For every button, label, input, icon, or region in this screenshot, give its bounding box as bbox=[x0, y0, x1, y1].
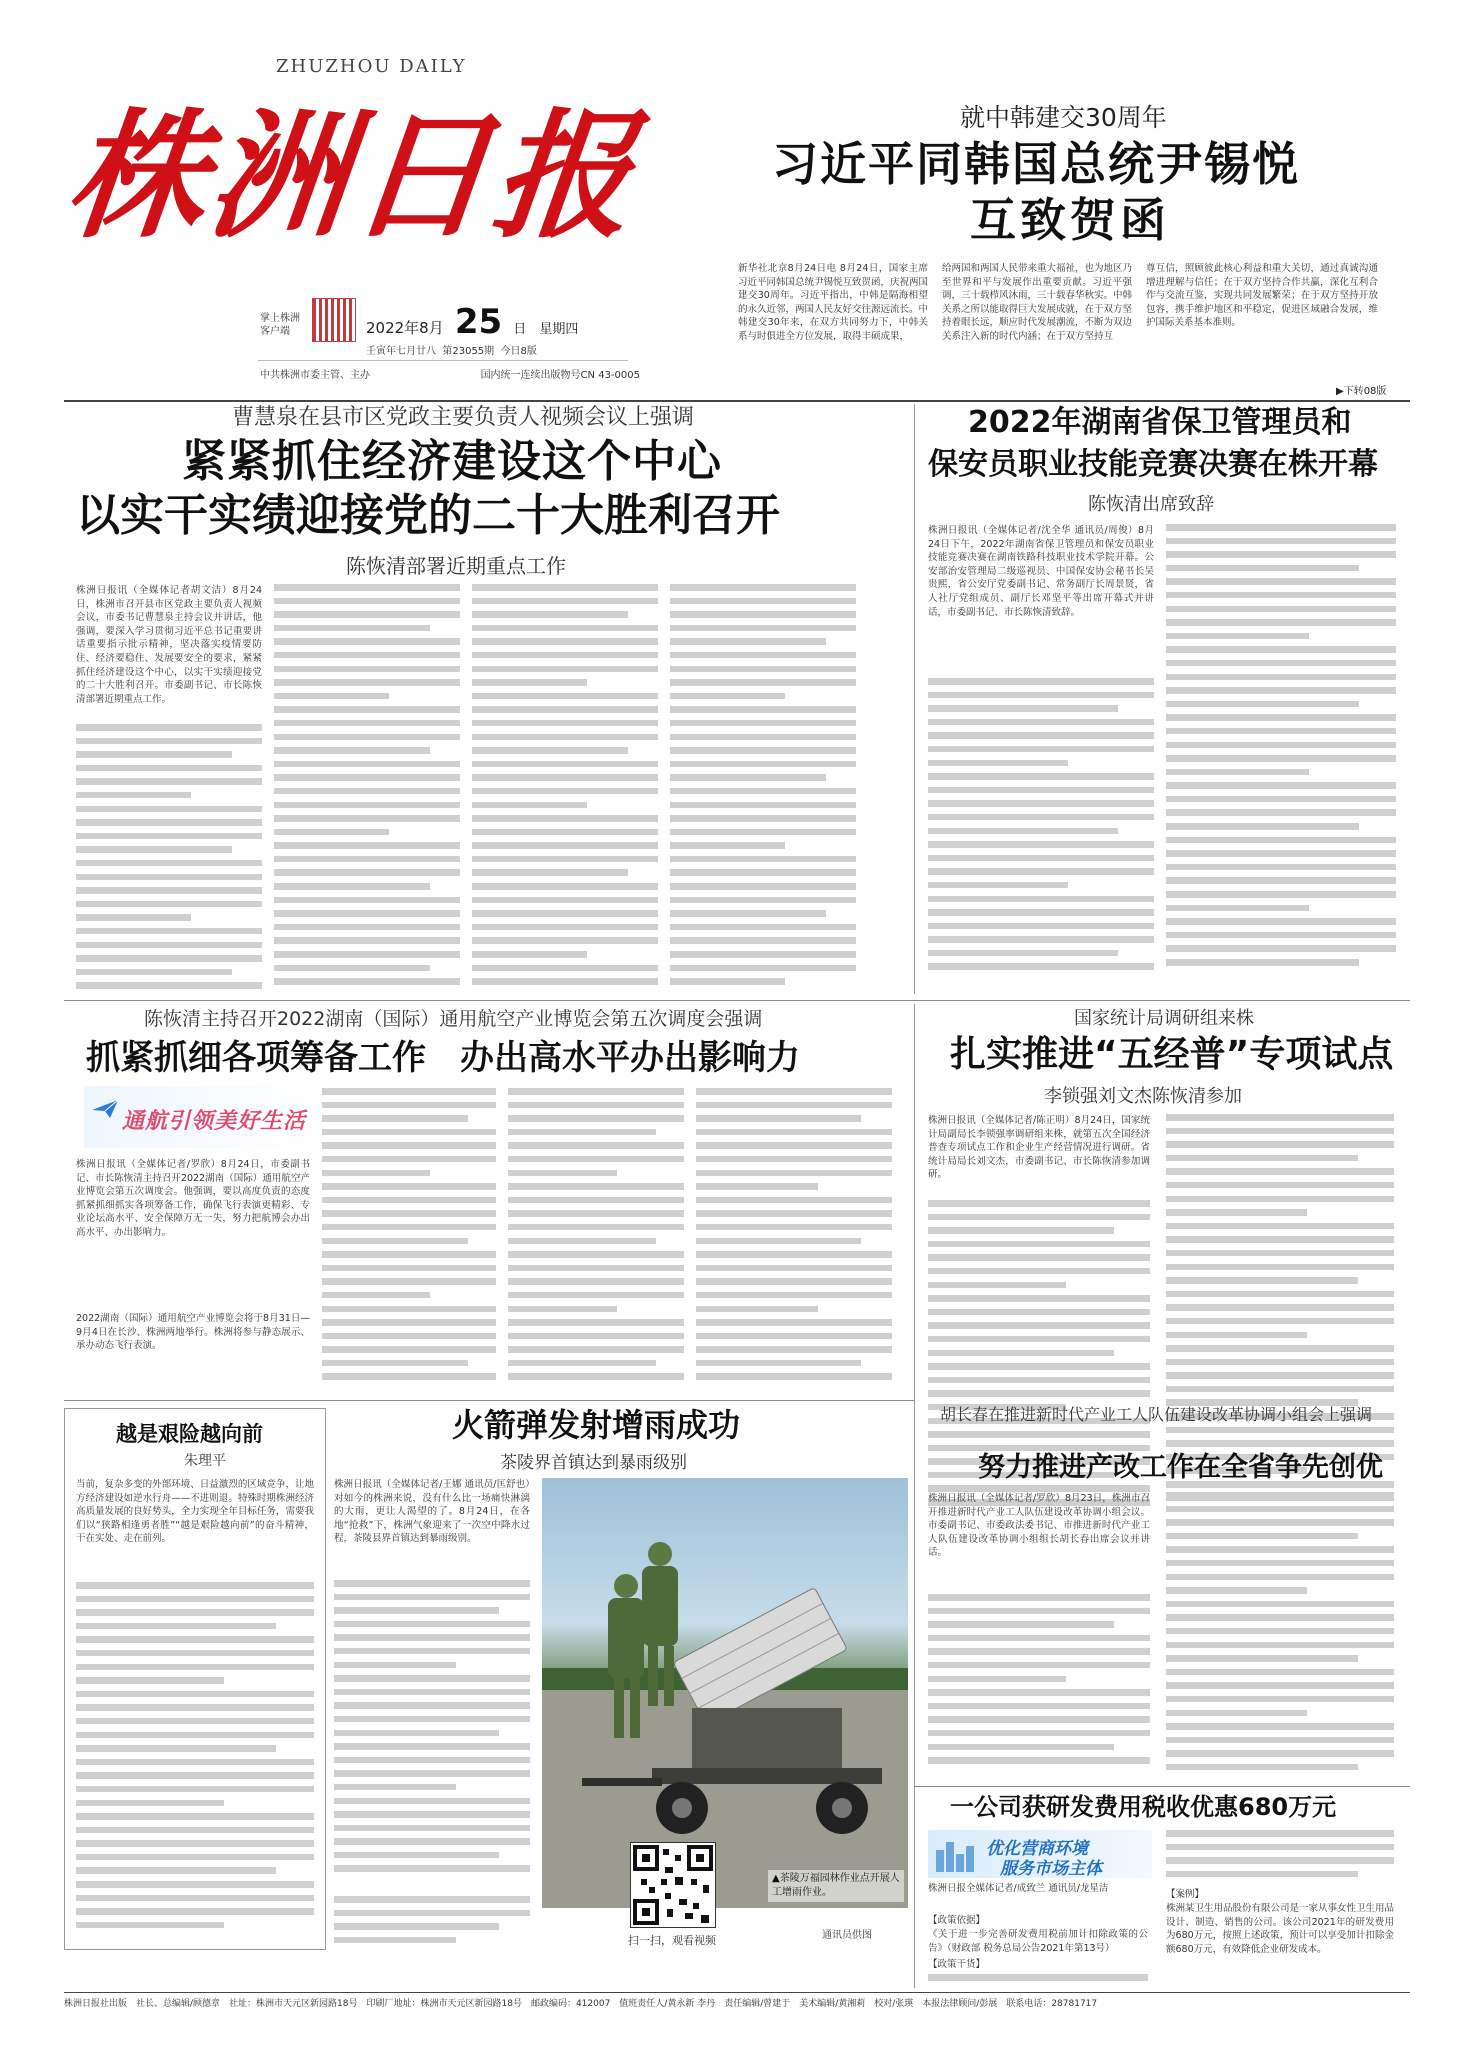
sponsor-line bbox=[260, 366, 640, 381]
date-prefix: 2022年8月 bbox=[366, 319, 444, 337]
lead-headline-2: 互致贺函 bbox=[970, 193, 1170, 247]
video-qr-code[interactable] bbox=[630, 1842, 716, 1928]
page-count: 今日8版 bbox=[500, 346, 537, 357]
issue-line bbox=[366, 342, 537, 357]
plane-icon bbox=[90, 1096, 120, 1122]
story4-kicker: 陈恢清主持召开2022湖南（国际）通用航空产业博览会第五次调度会强调 bbox=[144, 1008, 763, 1030]
photo-credit: 通讯员供图 bbox=[822, 1930, 872, 1941]
story4-body-col4 bbox=[696, 1088, 892, 1392]
story6-body bbox=[76, 1582, 314, 1938]
lead-kicker: 就中韩建交30周年 bbox=[960, 103, 1167, 132]
story1-headline-2: 以实干实绩迎接党的二十大胜利召开 bbox=[76, 490, 780, 541]
story4-banner bbox=[84, 1086, 316, 1148]
cn-number: 国内统一连续出版物号CN 43-0005 bbox=[480, 370, 640, 381]
story7-body-col2 bbox=[1166, 1492, 1394, 1782]
app-label-1: 掌上株洲 bbox=[260, 313, 300, 324]
city-skyline-icon bbox=[934, 1836, 978, 1872]
story5-body-col1 bbox=[334, 1580, 530, 1892]
story7-headline: 努力推进产改工作在全省争先创优 bbox=[978, 1452, 1383, 1483]
story4-banner-text: 通航引领美好生活 bbox=[122, 1109, 307, 1134]
weekday: 星期四 bbox=[539, 322, 579, 337]
story3-subhead: 李锁强刘文杰陈恢清参加 bbox=[1044, 1086, 1242, 1107]
story2-headline-1: 2022年湖南省保卫管理员和 bbox=[968, 405, 1352, 440]
story1-subhead: 陈恢清部署近期重点工作 bbox=[346, 554, 566, 578]
story4-note: 2022湖南（国际）通用航空产业博览会将于8月31日—9月4日在长沙、株洲两地举行。株洲将参与静态展示、承办动态飞行表演。 bbox=[76, 1313, 310, 1352]
lead-column-3: 尊互信，照顾彼此核心利益和重大关切，通过真诚沟通增进理解与信任；在于双方坚持合作共赢，深化互利合作与交流互鉴，实现共同发展繁荣；在于双方坚持开放包容，携手维护地区和平稳定，促进区域融合发展，维护国际关系基本准则。 bbox=[1146, 263, 1378, 329]
qr-caption: 扫一扫，观看视频 bbox=[628, 1934, 716, 1947]
story8-policy-text: 《关于进一步完善研发费用税前加计扣除政策的公告》（财政部 税务总局公告2021年第13号） bbox=[928, 1929, 1148, 1954]
photo-caption bbox=[768, 1870, 904, 1902]
story1-body-col4 bbox=[670, 584, 856, 994]
masthead-logo bbox=[59, 86, 648, 266]
story4-lede: 株洲日报讯（全媒体记者/罗欣）8月24日，市委副书记、市长陈恢清主持召开2022湖南（国际）通用航空产业博览会第五次调度会。他强调，要以高度负责的态度抓紧抓细抓实各项筹备工作，确保飞行表演更精彩、专业论坛高水平、安全保障万无一失，努力把航博会办出高水平、办出影响力。 bbox=[76, 1159, 310, 1238]
story2-body-col2 bbox=[1166, 524, 1396, 986]
story3-kicker: 国家统计局调研组来株 bbox=[1074, 1008, 1254, 1029]
story6-lede: 当前，复杂多变的外部环境、日益激烈的区域竞争，让地方经济建设如逆水行舟——不进则退。特殊时期株洲经济高质量发展的良好势头，全力实现全年目标任务，需要我们以“狭路相逢勇者胜”“越是艰险越向前”的奋斗精神，干在实处、走在前列。 bbox=[76, 1479, 314, 1545]
rocket-launch-photo bbox=[542, 1478, 908, 1908]
story5-subhead: 茶陵界首镇达到暴雨级别 bbox=[500, 1453, 687, 1473]
story7-kicker: 胡长春在推进新时代产业工人队伍建设改革协调小组会上强调 bbox=[940, 1405, 1373, 1424]
story8-case-text: 株洲某卫生用品股份有限公司是一家从事女性卫生用品设计、制造、销售的公司。该公司2021年的研发费用为680万元，按照上述政策，预计可以享受加计扣除金额680万元，有效降低企业研发成本。 bbox=[1166, 1903, 1394, 1955]
story7-lede: 株洲日报讯（全媒体记者/罗欣）8月23日，株洲市召开推进新时代产业工人队伍建设改革协调小组会议。市委副书记、市委政法委书记、市推进新时代产业工人队伍建设改革协调小组组长胡长春出席会议并讲话。 bbox=[928, 1493, 1150, 1559]
masthead-english-name: ZHUZHOU DAILY bbox=[276, 56, 467, 77]
lead-column-2: 给两国和两国人民带来重大福祉，也为地区乃至世界和平与发展作出重要贡献。习近平强调，三十载栉风沐雨，三十载春华秋实。中韩关系之所以能取得巨大发展成就，在于双方坚持着眼长远，顺应时代发展潮流，不断为双边关系注入新的时代内涵；在于双方坚持互 bbox=[942, 263, 1132, 342]
story1-body-col2 bbox=[274, 584, 460, 994]
story5-lede: 株洲日报讯（全媒体记者/王娜 通讯员/匡舒也）对如今的株洲来说，没有什么比一场痛快淋漓的大雨，更让人渴望的了。8月24日，在各地“抢救”下，株洲气象迎来了一次空中降水过程，茶陵县界首镇达到暴雨级别。 bbox=[334, 1479, 530, 1545]
story4-body-col3 bbox=[508, 1088, 684, 1392]
photo-caption-text: ▲茶陵万福园林作业点开展人工增雨作业。 bbox=[772, 1873, 900, 1898]
story2-headline-2: 保安员职业技能竞赛决赛在株开幕 bbox=[928, 447, 1378, 482]
story1-body-col3 bbox=[472, 584, 658, 994]
footer-info: 株洲日报社出版 社长、总编辑/顾德章 社址：株洲市天元区新园路18号 印刷厂地址：株洲市天元区新园路18号 邮政编码：412007 值班责任人/黄永新 李丹 责任编辑/曾建于 美术编辑/黄湘莉 校对/张瑛 本报法律顾问/彭展 联系电话：28781717 bbox=[64, 1999, 1098, 2009]
story4-body-col2 bbox=[322, 1088, 496, 1392]
story5-body-col1b bbox=[334, 1896, 530, 1948]
story3-headline: 扎实推进“五经普”专项试点 bbox=[950, 1034, 1394, 1075]
story2-subhead: 陈恢清出席致辞 bbox=[1088, 494, 1214, 515]
story7-body-col1 bbox=[928, 1594, 1150, 1782]
story2-body-col1 bbox=[928, 678, 1154, 986]
lead-headline-1: 习近平同韩国总统尹锡悦 bbox=[772, 137, 1300, 191]
story6-author: 朱理平 bbox=[184, 1453, 226, 1469]
story6-headline: 越是艰险越向前 bbox=[116, 1422, 263, 1446]
masthead-chinese-name: 株洲日报 bbox=[59, 94, 645, 257]
story8-headline: 一公司获研发费用税收优惠680万元 bbox=[950, 1793, 1337, 1821]
issue-number: 第23055期 bbox=[442, 346, 495, 357]
date-day: 25 bbox=[454, 302, 503, 342]
story8-body-col1 bbox=[928, 1974, 1148, 1988]
launcher-illustration bbox=[542, 1478, 908, 1908]
story3-lede: 株洲日报讯（全媒体记者/陈正明）8月24日，国家统计局副局长李锁强率调研组来株，就第五次全国经济普查专项试点工作和企业生产经营情况进行调研。省统计局局长刘文杰，市委副书记、市长陈恢清参加调研。 bbox=[928, 1115, 1150, 1181]
story8-banner bbox=[928, 1830, 1152, 1878]
story4-headline: 抓紧抓细各项筹备工作 办出高水平办出影响力 bbox=[86, 1038, 800, 1078]
story1-headline-1: 紧紧抓住经济建设这个中心 bbox=[182, 436, 722, 487]
sponsor: 中共株洲市委主管、主办 bbox=[260, 370, 370, 381]
qr-code-small[interactable] bbox=[312, 298, 356, 342]
lunar-date: 壬寅年七月廿八 bbox=[366, 346, 436, 357]
story5-headline: 火箭弹发射增雨成功 bbox=[452, 1406, 741, 1444]
lead-continue[interactable]: ▶下转08版 bbox=[1336, 386, 1387, 397]
story8-byline: 株洲日报全媒体记者/成致兰 通讯员/龙星洁 bbox=[928, 1883, 1109, 1894]
date-block bbox=[366, 302, 616, 342]
story2-lede: 株洲日报讯（全媒体记者/沈全华 通讯员/周俊）8月24日下午，2022年湖南省保卫管理员和保安员职业技能竞赛决赛在湖南铁路科技职业技术学院开幕。公安部治安管理局二级巡视员、中国保安协会秘书长吴贵熙，省公安厅党委副书记、常务副厅长周景贤，省人社厅党组成员、副厅长邓坚平等出席开幕式并讲话，市委副书记、市长陈恢清致辞。 bbox=[928, 525, 1154, 618]
lead-column-1: 新华社北京8月24日电 8月24日，国家主席习近平同韩国总统尹锡悦互致贺函，庆祝两国建交30周年。习近平指出，中韩是隔海相望的永久近邻，两国人民友好交往源远流长。中韩建交30年来，在双方共同努力下，中韩关系与时俱进全方位发展，取得丰硕成果， bbox=[738, 263, 928, 342]
app-label bbox=[260, 312, 300, 338]
story1-lede: 株洲日报讯（全媒体记者胡文洁）8月24日，株洲市召开县市区党政主要负责人视频会议，市委书记曹慧泉主持会议并讲话，他强调，要深入学习贯彻习近平总书记重要讲话重要指示批示精神，坚决落实疫情要防住、经济要稳住、发展要安全的要求，紧紧抓住经济建设这个中心，以实干实绩迎接党的二十大胜利召开。市委副书记、市长陈恢清部署近期重点工作。 bbox=[76, 585, 262, 705]
story1-kicker: 曹慧泉在县市区党政主要负责人视频会议上强调 bbox=[232, 405, 695, 430]
story8-banner-line-1: 优化营商环境 bbox=[986, 1839, 1088, 1859]
story1-body-col1 bbox=[76, 724, 262, 994]
date-day-suffix: 日 bbox=[513, 322, 527, 337]
app-label-2: 客户端 bbox=[260, 326, 290, 337]
story8-body-col2 bbox=[1166, 1830, 1394, 1884]
story8-banner-line-2: 服务市场主体 bbox=[1000, 1859, 1102, 1879]
story8-policy-label: 【政策依据】 bbox=[928, 1915, 986, 1926]
story8-case-label: 【案例】 bbox=[1166, 1889, 1205, 1900]
story8-benefit-label: 【政策干货】 bbox=[928, 1959, 986, 1970]
